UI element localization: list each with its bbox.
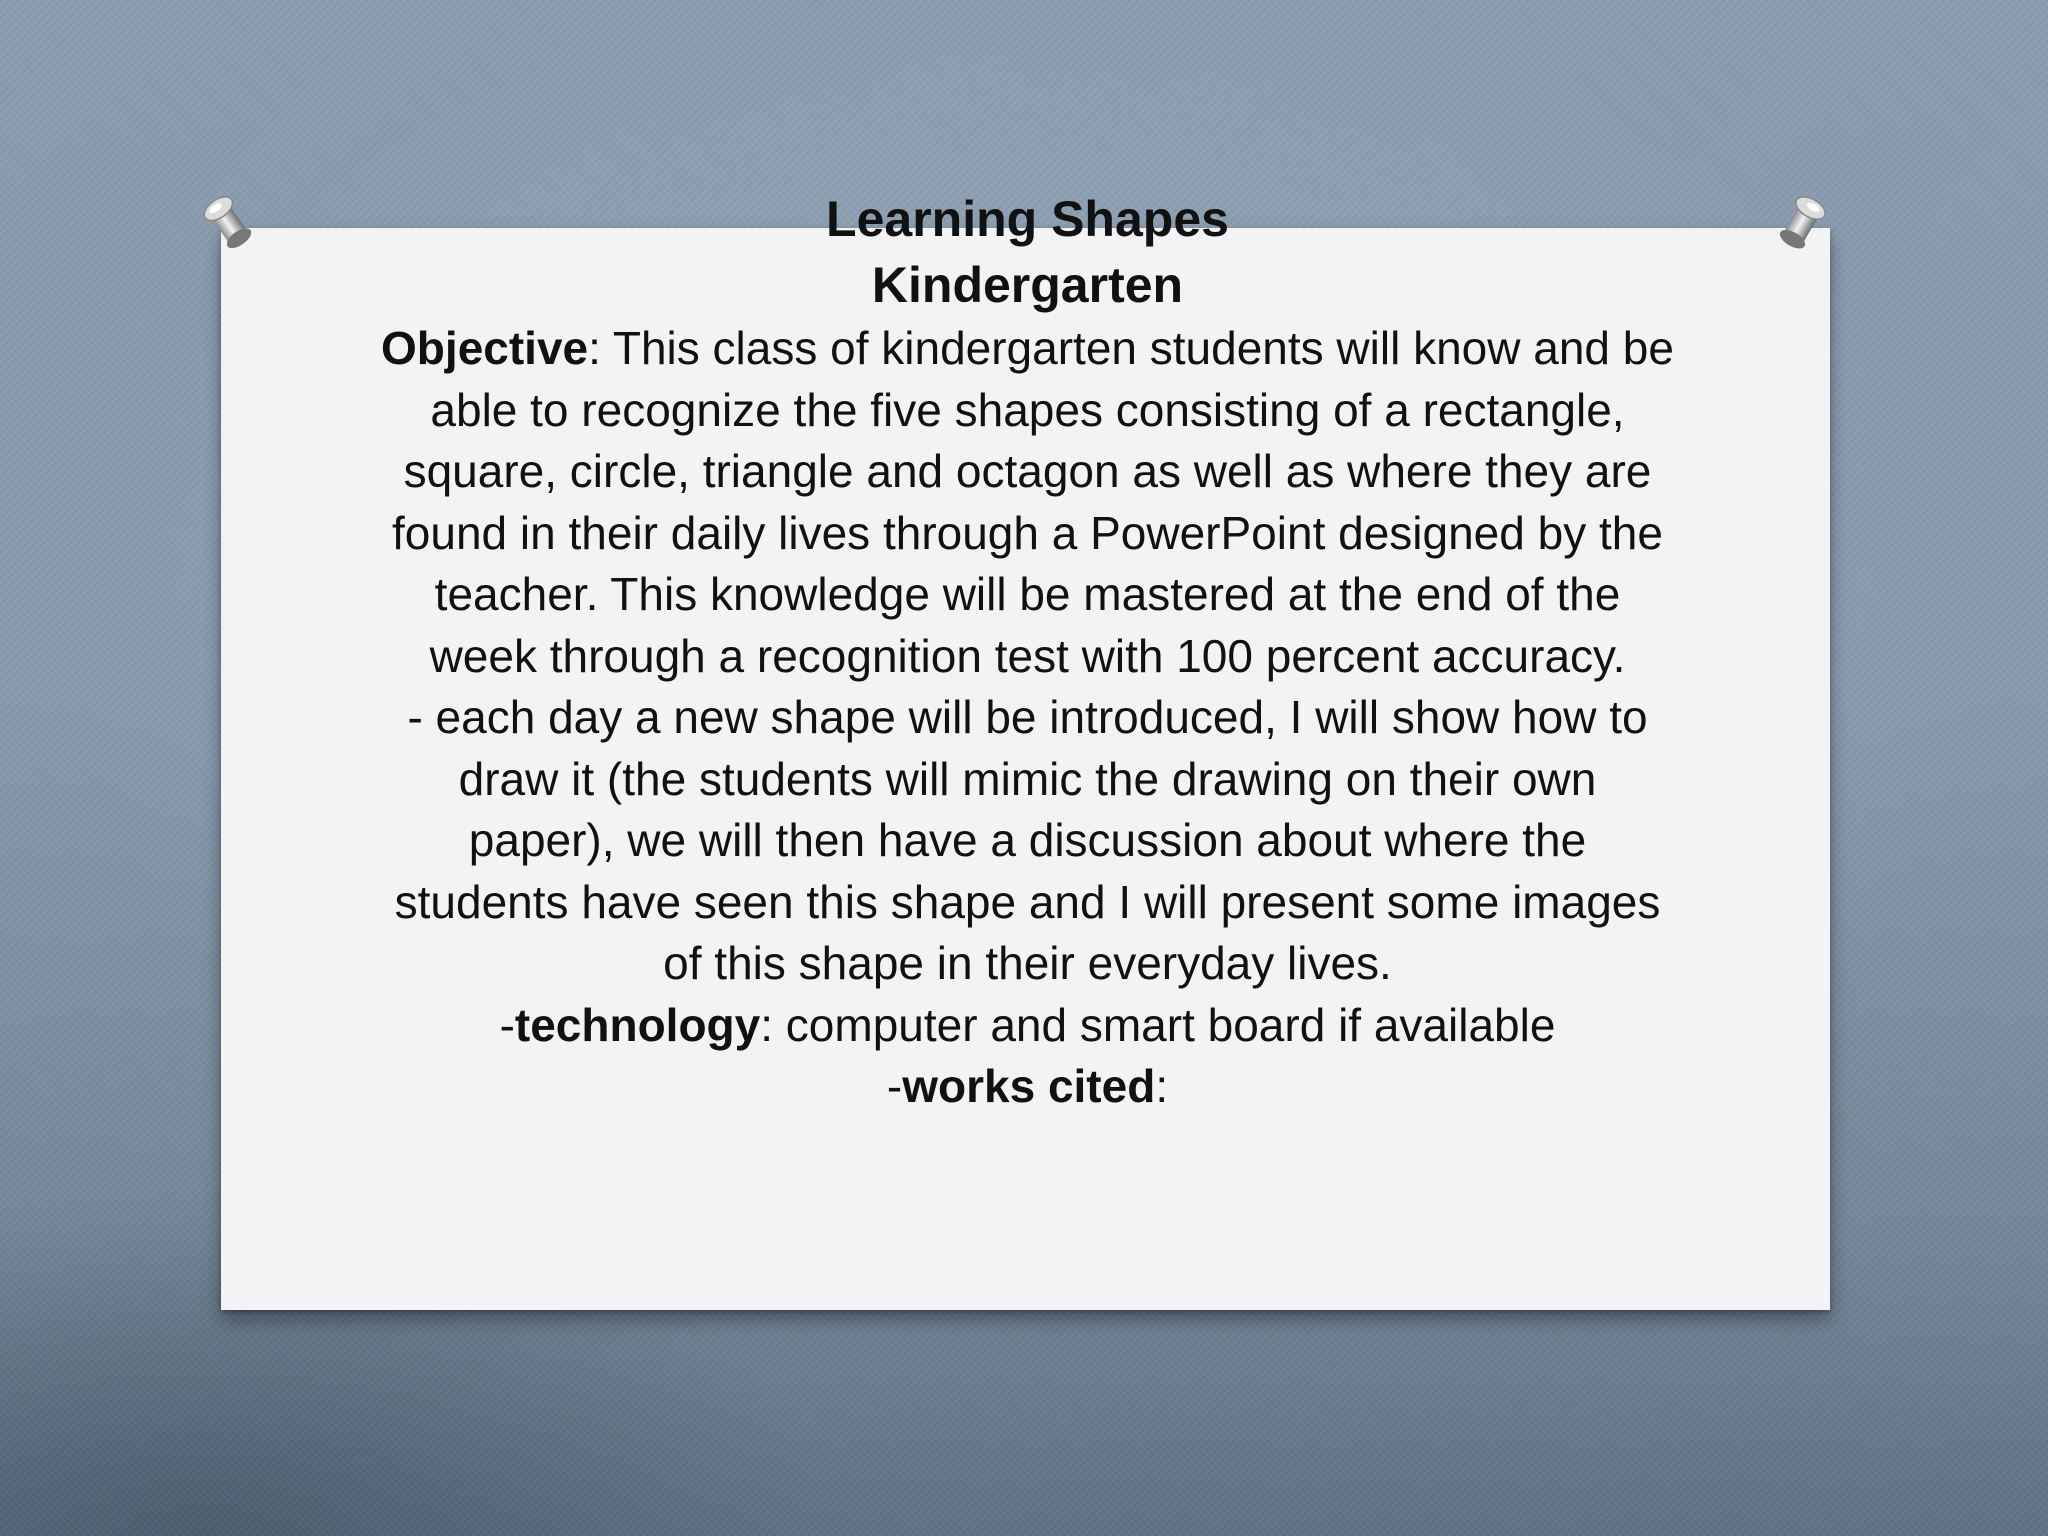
works-cited-text: : [1155, 1060, 1169, 1112]
slide-title: Learning Shapes [826, 191, 1229, 247]
works-cited-prefix: - [886, 1060, 903, 1112]
objective-text: : This class of kindergarten students will know and be able to recognize the five shapes consisting of a rectangle, square, circle, triangle and octagon as well as where they are found in their daily lives through a PowerPoint designed by the teacher. This knowledge will be mastered at the end of the week through a recognition test with 100 percent accuracy. [392, 322, 1674, 682]
push-pin-icon [192, 186, 262, 256]
works-cited-label: works cited [902, 1060, 1156, 1112]
objective-paragraph [380, 318, 1675, 687]
objective-label: Objective [381, 322, 589, 374]
push-pin-icon [1768, 186, 1838, 256]
technology-text: : computer and smart board if available [760, 998, 1556, 1051]
slide-subtitle: Kindergarten [871, 257, 1184, 313]
activity-paragraph: - each day a new shape will be introduced, I will show how to draw it (the students will mimic the drawing on their own paper), we will then have a discussion about where the students have seen this shape and I will present some images of this shape in their everyday lives. [394, 691, 1661, 989]
works-cited-line [380, 1056, 1675, 1118]
technology-prefix: - [499, 998, 515, 1051]
technology-label: technology [514, 998, 761, 1051]
technology-line [380, 995, 1675, 1057]
slide-content [380, 186, 1675, 1118]
